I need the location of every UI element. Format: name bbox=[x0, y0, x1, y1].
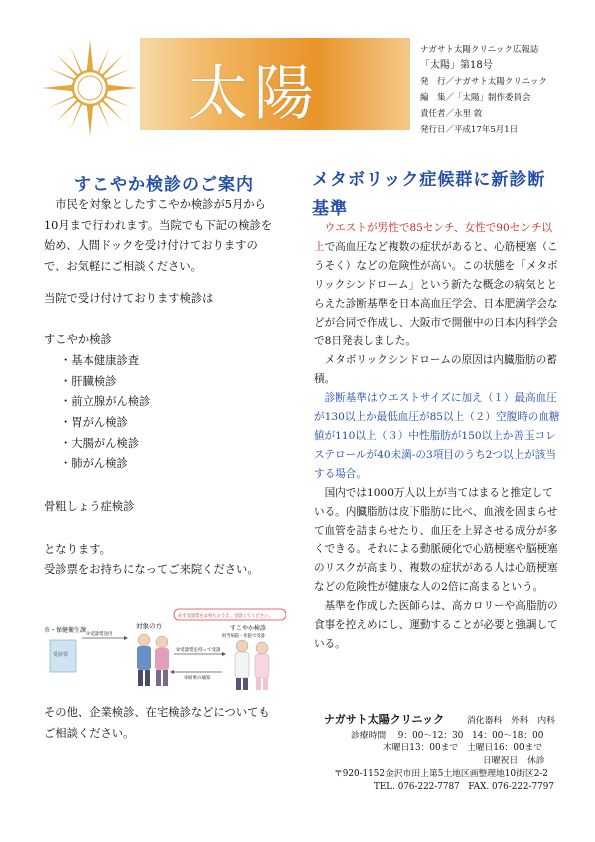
sun-logo-icon bbox=[40, 38, 140, 138]
article-paragraph: 国内では1000万人以上が当てはまると推定している。内臓脂肪は皮下脂肪に比べ、血液を固まらせて血管を詰まらせたり、血圧を上昇させる成分が多くできる。それによる動脈硬化で心筋梗塞や脳梗塞のリスクが高まり、複数の症状がある人は心筋梗塞などの危険性が健康な人の2倍に高まるという。 bbox=[314, 486, 558, 594]
intro-line: 市民を対象としたすこやか検診が5月から bbox=[55, 198, 266, 211]
diagram-clinic-label-2: 担当病院・医院で受診 bbox=[222, 634, 265, 639]
list-item: ・胃がん検診 bbox=[60, 416, 128, 430]
list-item: ・基本健康診査 bbox=[60, 354, 140, 367]
other-checkups-note bbox=[44, 703, 289, 744]
article-paragraph bbox=[314, 219, 562, 351]
diagnostic-criteria: 診断基準はウエストサイズに加え（１）最高血圧が130以上か最低血圧が85以上（２）空腹時の血糖値が110以上（３）中性脂肪が150以上か善玉コレステロールが40未満-の3項目のうち2つ以上が該当する場合。 bbox=[314, 392, 560, 480]
medical-staff-icon bbox=[235, 640, 269, 690]
intro-line: 10月まで行われます。当院でも下記の検診を bbox=[44, 218, 273, 232]
closing-line: となります。 bbox=[44, 543, 111, 556]
clinic-hours: 診療時間 9：00～12：30 14：00～18：00 bbox=[351, 731, 544, 741]
clinic-holidays: 日曜祝日 休診 bbox=[483, 756, 545, 766]
list-item: ・肝臓検診 bbox=[60, 374, 117, 388]
diagram-step-3: ③結果の通知 bbox=[184, 676, 211, 681]
checkup-list-title: すこやか検診 bbox=[44, 333, 112, 346]
article-paragraph: メタボリックシンドロームの原因は内臓脂肪の蓄積。 bbox=[314, 354, 557, 386]
issuer-line: 発 行／ナガサト太陽クリニック bbox=[420, 77, 547, 87]
waist-criteria: ウエストが男性で85センチ、女性で90センチ以上 bbox=[314, 222, 553, 253]
clinic-hours-thu-sat: 木曜日13：00まで 土曜日16：00まで bbox=[383, 743, 543, 753]
publisher-line: ナガサト太陽クリニック広報誌 bbox=[420, 45, 539, 55]
checkup-intro bbox=[44, 195, 289, 277]
publication-info bbox=[420, 42, 547, 138]
responsible-line: 責任者／永里 敦 bbox=[420, 109, 483, 119]
clinic-phone: TEL. 076-222-7787 FAX. 076-222-7797 bbox=[374, 782, 554, 792]
intro-line: で、お気軽にご相談ください。 bbox=[44, 259, 202, 273]
checkup-heading: すこやか検診のご案内 bbox=[74, 175, 254, 195]
metabolic-heading: メタボリック症候群に新診断基準 bbox=[312, 170, 546, 219]
list-item: ・前立腺がん検診 bbox=[60, 395, 151, 409]
accepted-checkups-title: 当院で受け付けております検診は bbox=[44, 292, 214, 305]
osteoporosis-checkup: 骨粗しょう症検診 bbox=[44, 500, 135, 513]
diagram-clinic-label: すこやか検診 bbox=[230, 625, 267, 632]
intro-line: 始め、人間ドックを受け付けておりますの bbox=[44, 239, 258, 252]
clinic-name: ナガサト太陽クリニック bbox=[324, 714, 445, 726]
issue-date: 発行日／平成17年5月1日 bbox=[420, 125, 519, 135]
other-line: ご相談ください。 bbox=[44, 726, 135, 740]
diagram-step-1: ①受診票送付 bbox=[86, 632, 113, 637]
diagram-city-label: 市・保健衛生課 bbox=[44, 627, 87, 634]
checkup-list bbox=[60, 351, 150, 475]
diagram-bubble: 必ず受診票をお持ちのうえ、受診してください。 bbox=[178, 614, 273, 619]
article-paragraph: 基準を作成した医師らは、高カロリーや高脂肪の食事を控えめにし、運動することが必要と強調している。 bbox=[314, 600, 558, 650]
list-item: ・大腸がん検診 bbox=[60, 436, 140, 450]
other-line: その他、企業検診、在宅検診などについても bbox=[44, 706, 270, 719]
diagram-step-2: ②受診票を持って受診 bbox=[176, 648, 221, 653]
clinic-address: 〒920-1152金沢市田上第5土地区画整理地10街区2-2 bbox=[334, 769, 548, 779]
clinic-departments: 消化器科 外科 内科 bbox=[467, 716, 555, 726]
diagram-form-label: 受診票 bbox=[53, 652, 69, 658]
metabolic-article bbox=[314, 219, 562, 654]
elderly-couple-icon bbox=[137, 634, 169, 686]
article-text: で高血圧など複数の症状があると、心筋梗塞（こうそく）などの危険性が高い。この状態を「メタボリックシンドローム」という新たな概念の病気ととらえた診断基準を日本高血圧学会、日本肥満学会などが合同で作成し、大阪市で開催中の日本内科学会で8日発表しました。 bbox=[314, 240, 558, 348]
newsletter-title: 太陽 bbox=[188, 59, 320, 129]
closing-line: 受診票をお持ちになってご来院ください。 bbox=[44, 563, 259, 576]
checkup-flow-diagram bbox=[44, 608, 286, 696]
editor-line: 編 集／「太陽」制作委員会 bbox=[420, 93, 531, 103]
diagram-target-label: 対象の方 bbox=[136, 622, 162, 630]
issue-number: 「太陽」第18号 bbox=[420, 60, 493, 71]
list-item: ・肺がん検診 bbox=[60, 457, 128, 471]
